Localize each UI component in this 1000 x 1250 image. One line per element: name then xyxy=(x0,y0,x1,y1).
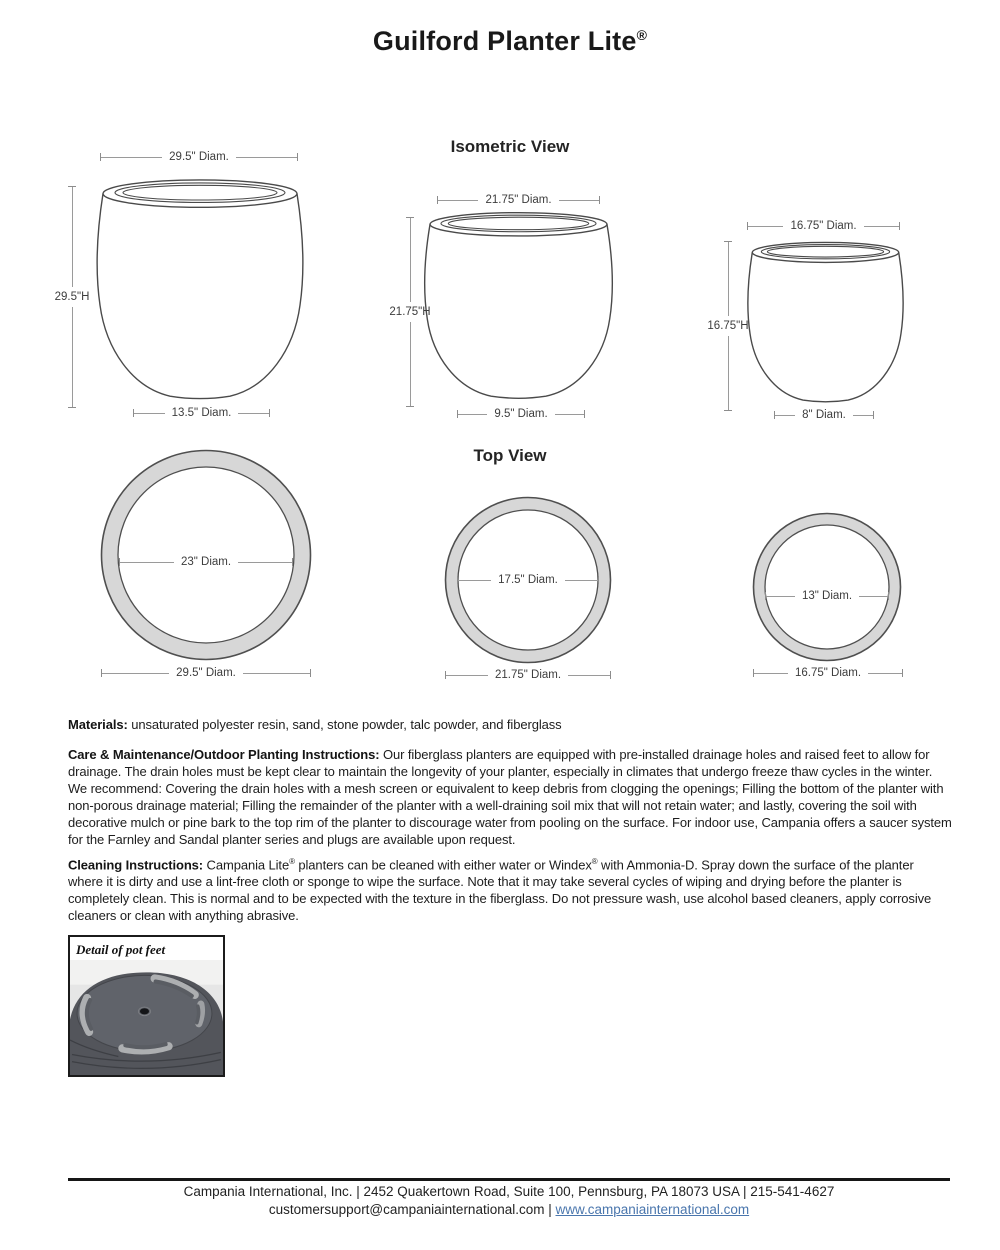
cleaning-label: Cleaning Instructions: xyxy=(68,857,204,873)
dim-inner-diameter-small xyxy=(765,589,889,603)
footer-contact xyxy=(68,1202,950,1217)
materials-paragraph xyxy=(68,716,952,733)
dim-label: 16.75" Diam. xyxy=(794,667,862,679)
dim-label: 29.5"H xyxy=(54,291,90,303)
dim-bottom-diameter-small xyxy=(774,408,874,422)
planter-large-drawing xyxy=(92,178,308,403)
dim-bottom-diameter-medium xyxy=(457,407,585,421)
dim-top-diameter-medium xyxy=(437,193,600,207)
dim-label: 29.5" Diam. xyxy=(169,151,229,163)
dim-label: 29.5" Diam. xyxy=(176,667,236,679)
dim-outer-diameter-medium xyxy=(445,668,611,682)
dim-top-diameter-small xyxy=(747,219,900,233)
cleaning-paragraph xyxy=(68,853,952,924)
dim-inner-diameter-large xyxy=(119,555,293,569)
care-label: Care & Maintenance/Outdoor Planting Instructions: xyxy=(68,747,380,762)
dim-inner-diameter-medium xyxy=(457,573,599,587)
dim-bottom-diameter-large xyxy=(133,406,270,420)
footer-divider xyxy=(68,1178,950,1181)
dim-outer-diameter-small xyxy=(753,666,903,680)
pot-feet-detail-box xyxy=(68,935,225,1077)
footer-address: Campania International, Inc. | 2452 Quakertown Road, Suite 100, Pennsburg, PA 18073 USA | 215-541-4627 xyxy=(183,1184,835,1199)
dim-label: 16.75"H xyxy=(707,320,749,332)
top-view-heading: Top View xyxy=(473,446,547,465)
registered-mark: ® xyxy=(636,27,648,43)
cleaning-text: planters can be cleaned with either water or Windex xyxy=(294,857,592,873)
registered-mark: ® xyxy=(591,857,598,866)
dim-label: 13" Diam. xyxy=(801,590,853,602)
dim-label: 8" Diam. xyxy=(802,409,846,421)
pot-feet-photo xyxy=(70,960,223,1075)
dim-label: 17.5" Diam. xyxy=(498,574,558,586)
dim-label: 16.75" Diam. xyxy=(790,220,857,232)
materials-label: Materials: xyxy=(68,717,128,732)
care-text: Our fiberglass planters are equipped with pre-installed drainage holes and raised feet to allow for drainage. The drain holes must be kept clear to maintain the longevity of your planter, especially in climates that undergo freeze thaw cycles in the winter. We recommend: Covering the drain holes with a mesh screen or equivalent to keep debris from clogging the openings; Filling the bottom of the planter with non-porous drainage material; Filling the remainder of the planter with a well-draining soil mix that will not retain water; and lastly, covering the soil with decorative mulch or pine bark to the top rim of the planter to discourage water from pooling on the surface. For indoor use, Campania offers a saucer system for the Farnley and Sandal planter series and plugs are available upon request. xyxy=(68,747,952,847)
footer-website-link[interactable]: www.campaniainternational.com xyxy=(555,1202,750,1217)
cleaning-text: Campania Lite xyxy=(203,857,290,873)
footer-email: customersupport@campaniainternational.com xyxy=(268,1202,545,1217)
page-title-text: Guilford Planter Lite xyxy=(372,26,637,56)
dim-height-large xyxy=(32,186,112,408)
dim-label: 21.75" Diam. xyxy=(485,194,552,206)
materials-text: unsaturated polyester resin, sand, stone powder, talc powder, and fiberglass xyxy=(127,717,562,732)
page-title xyxy=(10,26,1000,57)
dim-label: 13.5" Diam. xyxy=(171,407,232,419)
planter-small-drawing xyxy=(744,241,907,405)
dim-top-diameter-large xyxy=(100,150,298,164)
dim-height-small xyxy=(688,241,768,411)
isometric-view-heading: Isometric View xyxy=(450,137,570,156)
dim-label: 21.75" Diam. xyxy=(494,669,562,681)
dim-label: 9.5" Diam. xyxy=(494,408,548,420)
dim-label: 21.75"H xyxy=(389,306,431,318)
dim-label: 23" Diam. xyxy=(180,556,232,568)
dim-outer-diameter-large xyxy=(101,666,311,680)
registered-mark: ® xyxy=(289,857,295,866)
care-paragraph xyxy=(68,746,952,848)
footer-separator: | xyxy=(544,1202,556,1217)
top-view-ring-small xyxy=(752,512,902,662)
dim-height-medium xyxy=(370,217,450,407)
cleaning-text: with Ammonia-D. Spray down the surface of the planter where it is dirty and use a lint-free cloth or sponge to wipe the surface. Note that it may take several cycles of wiping and drying before the planter is completely clean. This is normal and to be expected with the texture in the fiberglass. Do not pressure wash, use alcohol based cleaners, apply corrosive cleaners or clean with anything abrasive. xyxy=(68,857,932,924)
pot-feet-detail-label: Detail of pot feet xyxy=(70,937,223,960)
